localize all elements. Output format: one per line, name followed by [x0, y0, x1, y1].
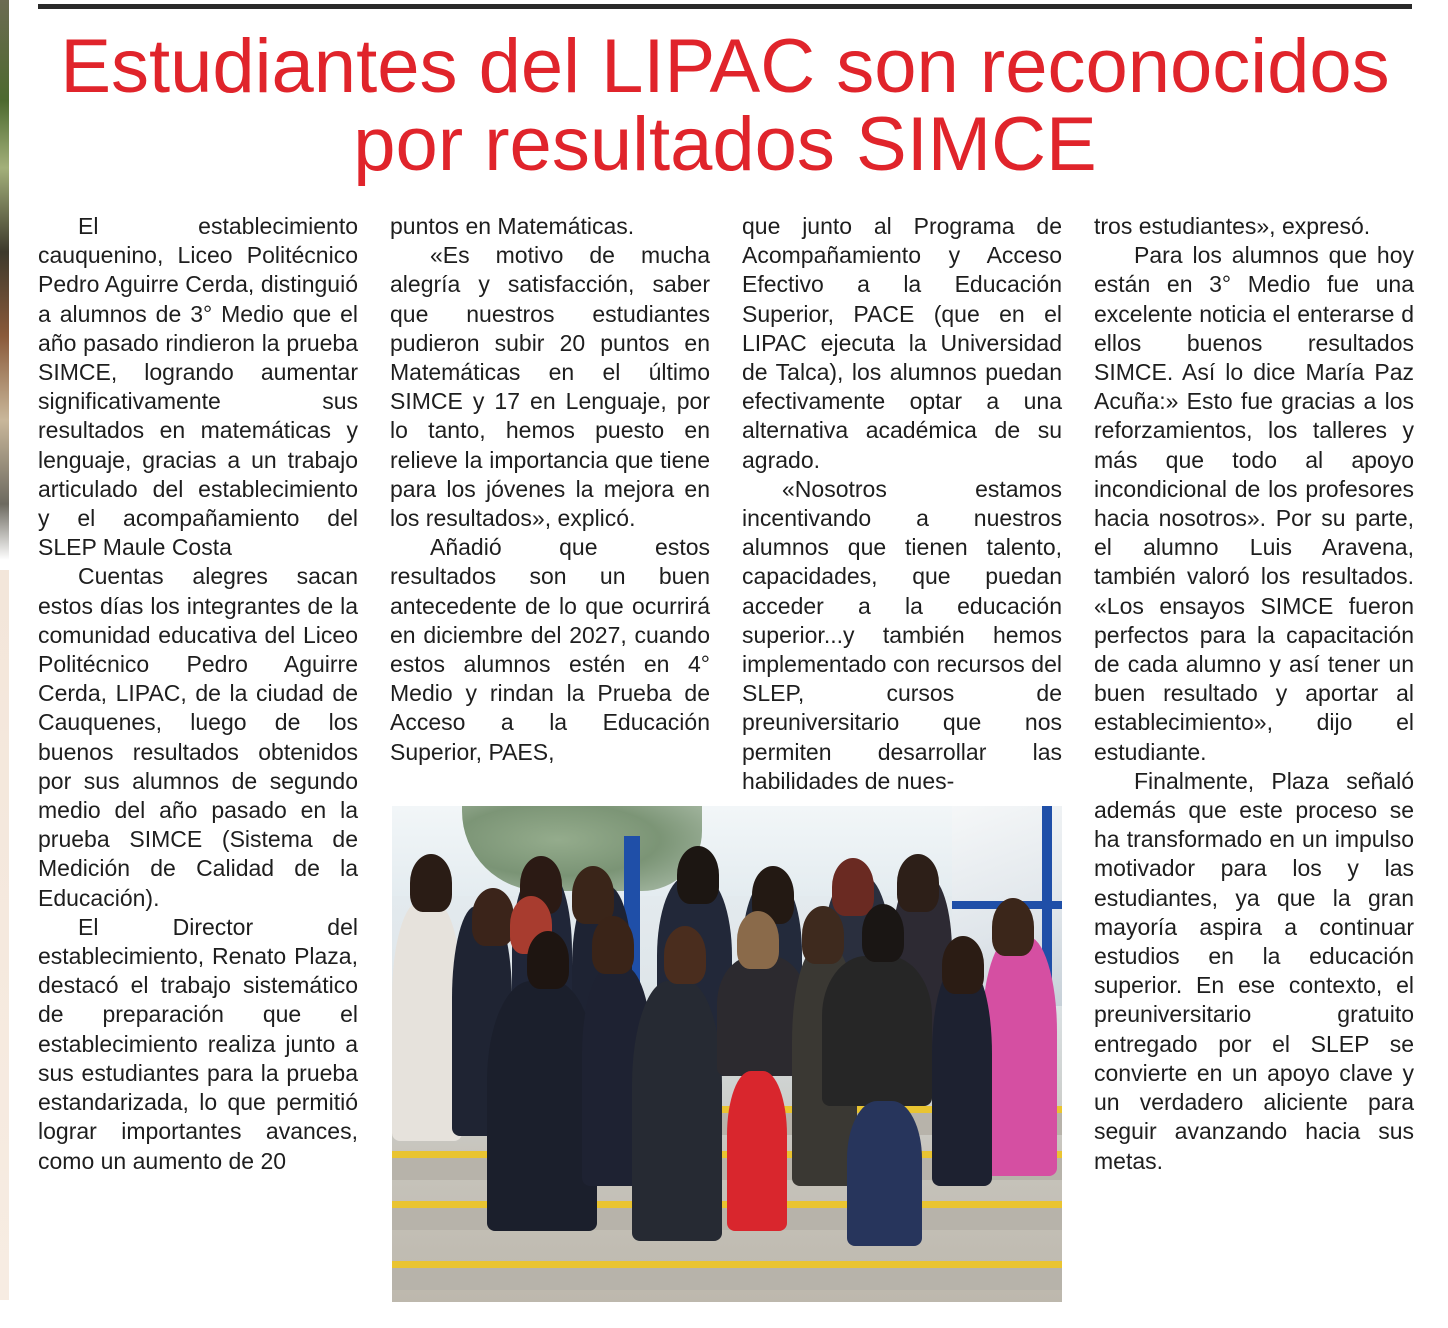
paragraph: «Nosotros estamos incentivando a nuestros alumnos que tienen talento, capacidades, que puedan acceder a la educación superior...y también hemos implementado con recursos del SLEP, cursos de preuniversitario que nos permiten desarrollar las habilidades de nues- — [742, 475, 1062, 794]
photo-person — [932, 966, 992, 1186]
article-column-4 — [1094, 212, 1414, 1176]
paragraph: Añadió que estos resultados son un buen antecedente de lo que ocurrirá en diciembre del 2027, cuando estos alumnos estén en 4° Medio y rindan la Prueba de Acceso a la Educación Superior, PAES, — [390, 534, 710, 765]
photo-person — [727, 1071, 787, 1231]
paragraph-continued: tros estudiantes», expresó. — [1094, 213, 1371, 239]
photo-head — [802, 906, 844, 964]
photo-person — [847, 1101, 922, 1246]
photo-head — [992, 898, 1034, 956]
article-headline: Estudiantes del LIPAC son reconocidos por resultados SIMCE — [60, 24, 1390, 187]
top-rule — [38, 4, 1412, 9]
photo-head — [472, 888, 514, 946]
paragraph-continued: puntos en Matemáticas. — [390, 213, 635, 239]
photo-head — [737, 911, 779, 969]
photo-head — [527, 931, 569, 989]
photo-head — [942, 936, 984, 994]
paragraph-continued: que junto al Programa de Acompañamiento y Acceso Efectivo a la Educación Superior, PACE (que en el LIPAC ejecuta la Universidad de Talca), los alumnos puedan efectivamente optar a una alternativa académica de su agrado. — [742, 213, 1062, 473]
paragraph: El Director del establecimiento, Renato Plaza, destacó el trabajo sistemático de preparación que el establecimiento realiza junto a sus estudiantes para la prueba estandarizada, lo que permitió lograr importantes avances, como un aumento de 20 — [38, 913, 358, 1174]
paragraph: Para los alumnos que hoy están en 3° Medio fue una excelente noticia el enterarse d ellos buenos resultados SIMCE. Así lo dice María Paz Acuña:» Esto fue gracias a los reforzamientos, los talleres y más que todo al apoyo incondicional de los profesores hacia nosotros». Por su parte, el alumno Luis Aravena, también valoró los resultados. «Los ensayos SIMCE fueron perfectos para la capacitación de cada alumno y así tener un buen resultado y aportar al establecimiento», dijo el estudiante. — [1094, 242, 1414, 765]
paragraph: El establecimiento cauquenino, Liceo Politécnico Pedro Aguirre Cerda, distinguió a alumnos de 3° Medio que el año pasado rindieron la prueba SIMCE, logrando aumentar significativamente sus resultados en matemáticas y lenguaje, gracias a un trabajo articulado del establecimiento y el acompañamiento del SLEP Maule Costa — [38, 213, 358, 561]
adjacent-page-edge-lower — [0, 570, 9, 1300]
photo-head — [897, 854, 939, 912]
photo-head — [572, 866, 614, 924]
photo-head — [664, 926, 706, 984]
photo-person — [822, 956, 932, 1106]
photo-person — [487, 981, 597, 1231]
paragraph: Cuentas alegres sacan estos días los integrantes de la comunidad educativa del Liceo Politécnico Pedro Aguirre Cerda, LIPAC, de la ciudad de Cauquenes, luego de los buenos resultados obtenidos por sus alumnos de segundo medio del año pasado en la prueba SIMCE (Sistema de Medición de Calidad de la Educación). — [38, 563, 358, 911]
photo-head — [677, 846, 719, 904]
group-photo — [392, 806, 1062, 1302]
adjacent-page-edge — [0, 0, 9, 560]
paragraph: Finalmente, Plaza señaló además que este proceso se ha transformado en un impulso motivador para los y las estudiantes, ya que la gran mayoría aspira a continuar estudios en la educación superior. En ese contexto, el preuniversitario gratuito entregado por el SLEP se convierte en un apoyo clave y un verdadero aliciente para seguir avanzando hacia sus metas. — [1094, 767, 1414, 1174]
photo-head — [832, 858, 874, 916]
photo-head — [592, 916, 634, 974]
photo-step — [392, 1261, 1062, 1290]
photo-person — [982, 936, 1057, 1176]
photo-head — [410, 854, 452, 912]
photo-head — [862, 904, 904, 962]
article-column-3 — [742, 212, 1062, 796]
article-column-1 — [38, 212, 358, 1176]
paragraph: «Es motivo de mucha alegría y satisfacción, saber que nuestros estudiantes pudieron subir 20 puntos en Matemáticas en el último SIMCE y 17 en Lenguaje, por lo tanto, hemos puesto en relieve la importancia que tiene para los jóvenes la mejora en los resultados», explicó. — [390, 242, 710, 532]
article-column-2 — [390, 212, 710, 767]
photo-person — [632, 981, 722, 1241]
